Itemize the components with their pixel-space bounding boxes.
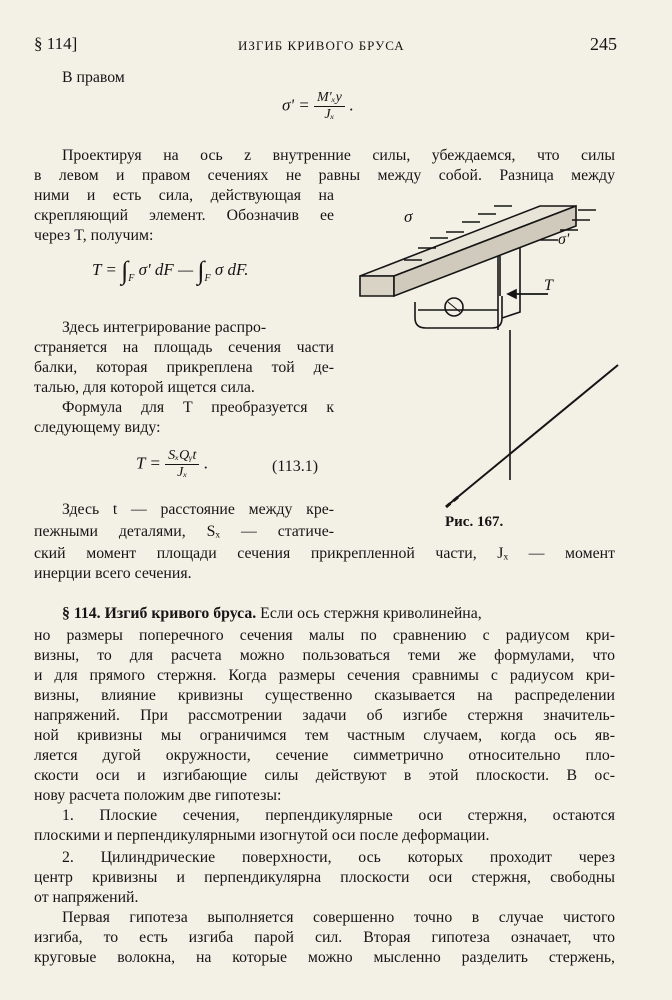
bracket-outline — [415, 296, 502, 328]
formula-lhs: σ' = — [282, 95, 310, 115]
text-line: скости оси и изгибающие силы действуют в этой плоскости. В ос- — [34, 767, 615, 784]
text-line: ними и есть сила, действующая на — [34, 187, 334, 204]
text-line: центр кривизны и перпендикулярна плоскости оси стержня, свободны — [34, 869, 615, 886]
text-line: напряжений. При рассмотрении задачи об изгибе стержня значитель- — [34, 707, 615, 724]
text-line: круговые волокна, на которые можно мысленно разделить стержень, — [34, 949, 615, 966]
text-line: 2. Цилиндрические поверхности, ось которых проходит через — [62, 849, 615, 866]
text-line: изгиба, то есть изгиба парой сил. Вторая гипотеза означает, что — [34, 929, 615, 946]
formula-T: T = $\frac{\text{SₓQᵧt}}{\text{Jₓ}}$ . — [136, 448, 208, 480]
text-line: Здесь t — расстояние между кре- — [62, 501, 334, 518]
formula-part-2: σ dF. — [214, 259, 249, 279]
page-number: 245 — [590, 34, 617, 54]
integral-sign-2: ∫ — [197, 256, 205, 285]
text-line: ский момент площади сечения прикрепленной части, Jₓ — момент — [34, 545, 615, 562]
text-line: следующему виду: — [34, 419, 161, 436]
formula-lhs: T = — [92, 259, 117, 279]
text-line: ляется дугой окружности, сечение симметрично относительно пло- — [34, 747, 615, 764]
text-line: от напряжений. — [34, 889, 139, 906]
text-line: 1. Плоские сечения, перпендикулярные оси стержня, остаются — [62, 807, 615, 824]
header-section: § 114] — [34, 34, 78, 53]
text-line: Формула для T преобразуется к — [62, 399, 334, 416]
text-span: Если ось стержня криволинейна, — [256, 605, 482, 622]
T-arrow-head — [508, 290, 516, 298]
text-line: балки, которая прикреплена той де- — [34, 359, 334, 376]
integral-limit-2: F — [204, 272, 211, 284]
label-T: T — [544, 277, 553, 294]
numerator: M'ₓy — [314, 90, 345, 107]
text-line: В правом — [62, 69, 125, 86]
denominator: Jₓ — [324, 107, 335, 122]
text-line: Первая гипотеза выполняется совершенно точно в случае чистого — [62, 909, 615, 926]
text-line: визны, то для расчета можно пользоваться теми же формулами, что — [34, 647, 615, 664]
numerator: SₓQᵧt — [165, 448, 199, 465]
equation-number: (113.1) — [272, 458, 319, 475]
text-line: Здесь интегрирование распро- — [62, 319, 267, 336]
text-line: страняется на площадь сечения части — [34, 339, 334, 356]
text-line: инерции всего сечения. — [34, 565, 192, 582]
figure-caption: Рис. 167. — [445, 514, 504, 530]
beam-front-face — [360, 276, 394, 296]
formula-sigma-prime: σ' = $\frac{\text{M'ₓy}}{\text{Jₓ}}$ . — [282, 90, 354, 122]
integral-sign-1: ∫ — [121, 256, 129, 285]
formula-lhs: T = — [136, 453, 161, 473]
text-line: талью, для которой ищется сила. — [34, 379, 255, 396]
diagonal-axis-line — [448, 365, 618, 505]
label-sigma: σ — [404, 207, 413, 226]
label-sigma-prime: σ' — [558, 231, 570, 248]
text-line: и для прямого стержня. Когда размеры сечения сравнимы с радиусом кри- — [34, 667, 615, 684]
text-line: через T, получим: — [34, 227, 154, 244]
text-line: скрепляющий элемент. Обозначив ее — [34, 207, 334, 224]
text-line: Проектируя на ось z внутренние силы, убеждаемся, что силы — [62, 147, 615, 164]
text-line: пежными деталями, Sₓ — статиче- — [34, 523, 334, 540]
text-line: плоскими и перпендикулярными изогнутой оси после деформации. — [34, 827, 490, 844]
text-line: визны, влияние кривизны существенно сказывается на распределении — [34, 687, 615, 704]
section-heading: § 114. Изгиб кривого бруса. — [62, 605, 257, 622]
text-line: но размеры поперечного сечения малы по сравнению с радиусом кри- — [34, 627, 615, 644]
denominator: Jₓ — [177, 465, 188, 480]
integral-limit-1: F — [128, 272, 135, 284]
text-line: нову расчета положим две гипотезы: — [34, 787, 282, 804]
formula-part-1: σ' dF — — [138, 259, 194, 279]
text-line: ной кривизны мы ограничимся тем частным случаем, когда ось яв- — [34, 727, 615, 744]
header-title: ИЗГИБ КРИВОГО БРУСА — [238, 38, 405, 53]
text-line: в левом и правом сечениях не равны между собой. Разница между — [34, 167, 615, 184]
